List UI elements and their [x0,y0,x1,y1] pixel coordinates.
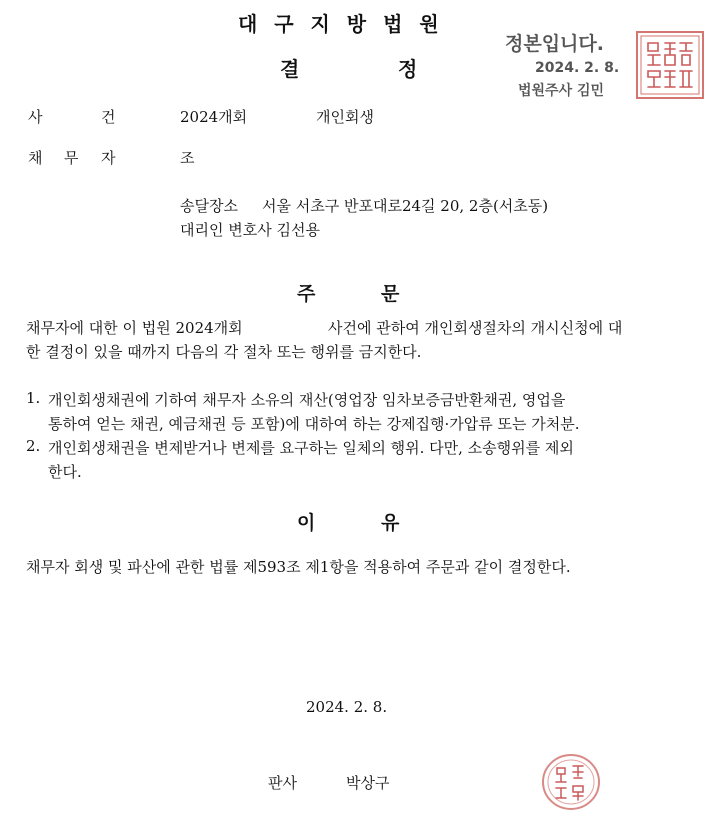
order-heading-char: 주 [297,283,317,305]
debtor-name: 조 [180,149,195,167]
certification-label: 정본입니다. [505,33,604,55]
judge-seal-icon [539,752,603,812]
court-name-char: 지 [310,12,331,36]
court-name-char: 구 [274,12,295,36]
case-label-char: 사 [28,108,43,126]
case-number: 2024개회 [180,108,248,126]
debtor-label-char: 자 [101,149,116,167]
document-type [280,53,300,82]
court-name-char: 법 [383,12,404,36]
order-item-number: 1. [26,389,41,407]
order-intro-line: 한 결정이 있을 때까지 다음의 각 절차 또는 행위를 금지한다. [26,343,422,361]
debtor-label [64,147,79,168]
judge-name: 박상구 [346,774,390,792]
order-item-line: 통하여 얻는 채권, 예금채권 등 포함)에 대하여 하는 강제집행·가압류 또는 가처분. [48,415,580,433]
case-label [101,106,116,127]
doc-type-char: 결 [280,57,301,81]
certification-date: 2024. 2. 8. [535,60,620,76]
reason-text: 채무자 회생 및 파산에 관한 법률 제593조 제1항을 적용하여 주문과 같이 결정한다. [26,558,571,576]
court-seal-icon [636,31,704,99]
debtor-label [101,147,116,168]
order-heading-char: 문 [381,283,401,305]
document-type [398,53,418,82]
decision-date: 2024. 2. 8. [306,698,388,716]
order-heading [381,279,400,306]
debtor-label [28,147,43,168]
order-intro-part-a: 채무자에 대한 이 법원 2024개회 [26,319,243,337]
order-intro-part-b: 사건에 관하여 개인회생절차의 개시신청에 대 [328,319,623,337]
case-label [28,106,43,127]
certification-clerk: 법원주사 김민 [518,83,605,99]
case-label-char: 건 [101,108,116,126]
order-item-line: 개인회생채권에 기하여 채무자 소유의 재산(영업장 임차보증금반환채권, 영업을 [48,391,566,409]
doc-type-char: 정 [398,57,419,81]
judge-title: 판사 [268,774,297,792]
debtor-agent: 대리인 변호사 김선용 [180,221,320,239]
court-name-char: 원 [419,12,440,36]
order-item-number: 2. [26,437,41,455]
case-name: 개인회생 [316,108,374,126]
order-item-line: 개인회생채권을 변제받거나 변제를 요구하는 일체의 행위. 다만, 소송행위를 제외 [48,439,574,457]
debtor-label-char: 무 [64,149,79,167]
court-seal-icon-art [638,33,702,97]
judge-seal-icon-art [539,752,603,812]
reason-heading [381,508,400,535]
order-item-line: 한다. [48,463,82,481]
reason-heading [297,508,316,535]
delivery-address-label: 송달장소 [180,197,238,215]
delivery-address: 서울 서초구 반포대로24길 20, 2층(서초동) [262,197,549,215]
court-name-char: 대 [238,12,259,36]
reason-heading-char: 이 [297,512,317,534]
reason-heading-char: 유 [381,512,401,534]
order-heading [297,279,316,306]
court-name [238,8,440,37]
court-name-char: 방 [346,12,368,36]
debtor-label-char: 채 [28,149,43,167]
